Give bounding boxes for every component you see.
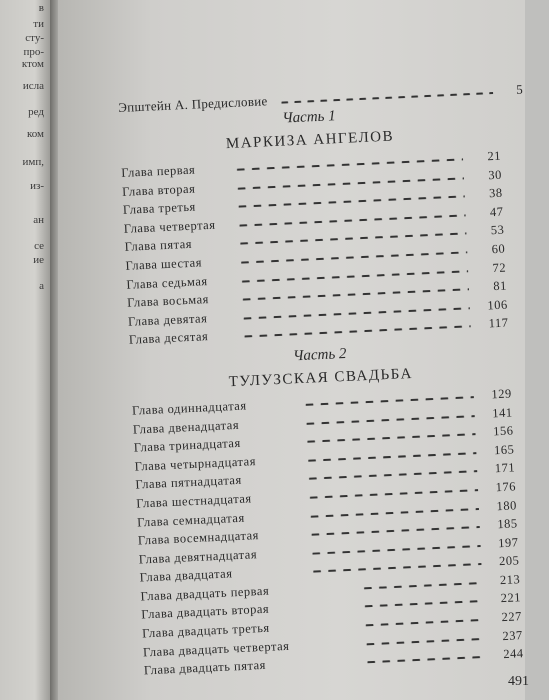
chapter-page-number: 227 [501, 609, 523, 625]
dot-leader [310, 563, 482, 573]
dot-leader [360, 582, 482, 590]
chapter-page-number: 53 [490, 222, 505, 238]
left-page-fragment: сту- [25, 32, 44, 44]
chapter-page-number: 38 [488, 185, 503, 201]
chapter-page-number: 185 [497, 516, 518, 532]
dot-leader [308, 526, 480, 536]
dot-leader [234, 177, 464, 189]
chapter-page-number: 176 [495, 479, 517, 495]
chapter-page-number: 81 [493, 278, 508, 294]
chapter-page-number: 237 [502, 627, 523, 643]
dot-leader [235, 196, 465, 208]
chapter-page-number: 156 [492, 423, 514, 439]
chapter-label: Глава пятнадцатая [135, 473, 242, 492]
chapter-page-number: 72 [492, 260, 507, 275]
chapter-label: Глава двадцать пятая [143, 658, 267, 678]
chapter-page-number: 106 [487, 297, 508, 313]
chapter-label: Глава седьмая [126, 273, 208, 292]
chapter-page-number: 117 [488, 315, 509, 331]
left-page-fragment: се [34, 240, 44, 252]
chapter-label: Глава вторая [121, 181, 196, 199]
left-page-edge [0, 0, 50, 700]
left-page-fragment: ие [33, 254, 44, 266]
chapter-label: Глава восемнадцатая [137, 528, 260, 548]
dot-leader [304, 433, 476, 443]
dot-leader [305, 470, 477, 480]
dot-leader [233, 158, 463, 170]
chapter-label: Глава двенадцатая [132, 417, 240, 437]
chapter-label: Глава первая [120, 162, 196, 180]
left-page-fragment: из- [30, 180, 44, 192]
chapter-label: Глава шестнадцатая [136, 491, 252, 511]
part-title: МАРКИЗА АНГЕЛОВ [225, 128, 395, 153]
chapter-label: Глава девятая [127, 310, 208, 329]
chapter-page-number: 30 [487, 167, 503, 182]
chapter-label: Глава шестая [125, 255, 203, 273]
dot-leader [241, 326, 471, 338]
part-title: ТУЛУЗСКАЯ СВАДЬБА [228, 365, 414, 391]
chapter-list [132, 386, 524, 682]
chapter-label: Глава третья [122, 199, 197, 218]
dot-leader [238, 270, 468, 282]
left-page-fragment: имп, [22, 156, 44, 168]
dot-leader [305, 452, 477, 462]
dot-leader [236, 214, 466, 226]
dot-leader [364, 656, 486, 664]
table-of-contents [118, 83, 524, 682]
chapter-page-number: 205 [498, 553, 520, 569]
dot-leader [240, 307, 470, 319]
chapter-label: Глава десятая [128, 329, 209, 348]
chapter-label: Глава двадцатая [139, 566, 233, 585]
book-gutter [50, 0, 58, 700]
dot-leader [278, 92, 493, 104]
dot-leader [239, 288, 469, 300]
left-page-fragment: ком [26, 128, 44, 140]
left-page-fragment: ти [33, 18, 44, 30]
chapter-label: Глава одиннадцатая [131, 398, 247, 418]
chapter-page-number: 60 [491, 241, 506, 257]
chapter-page-number: 47 [489, 204, 504, 220]
chapter-label: Глава восьмая [126, 292, 210, 310]
chapter-label: Глава тринадцатая [133, 435, 241, 455]
dot-leader [309, 545, 481, 555]
left-page-fragment: ред [28, 106, 44, 118]
chapter-page-number: 244 [502, 646, 524, 662]
chapter-label: Глава двадцать первая [140, 583, 270, 604]
dot-leader [303, 415, 475, 425]
dot-leader [361, 600, 483, 608]
dot-leader [362, 619, 484, 627]
chapter-label: Глава двадцать четвертая [142, 638, 290, 660]
left-page-fragment: ан [33, 214, 44, 226]
chapter-page-number: 141 [492, 404, 513, 420]
preface-label: Эпштейн А. Предисловие [118, 93, 268, 115]
page-number: 491 [508, 674, 529, 689]
toc-part-2 [130, 338, 524, 682]
chapter-label: Глава четвертая [123, 217, 216, 236]
dot-leader [306, 489, 478, 499]
chapter-label: Глава девятнадцатая [138, 546, 258, 567]
chapter-label: Глава четырнадцатая [134, 453, 257, 474]
chapter-label: Глава двадцать вторая [141, 602, 270, 622]
chapter-page-number: 165 [493, 442, 515, 458]
left-page-fragment: про- [23, 46, 44, 58]
dot-leader [363, 638, 485, 646]
chapter-label: Глава двадцать третья [141, 620, 270, 641]
dot-leader [307, 508, 479, 518]
chapter-list [121, 149, 509, 352]
part-heading: Часть 2 [292, 345, 347, 365]
chapter-page-number: 221 [500, 590, 522, 606]
chapter-label: Глава пятая [124, 237, 193, 255]
toc-part-1 [119, 101, 509, 352]
chapter-page-number: 171 [494, 460, 516, 476]
chapter-page-number: 180 [496, 497, 518, 513]
part-heading: Часть 1 [281, 108, 337, 127]
left-page-fragment: исла [22, 80, 44, 92]
dot-leader [237, 233, 467, 245]
dot-leader [302, 396, 474, 406]
left-page-fragment: а [39, 280, 44, 292]
chapter-label: Глава семнадцатая [136, 510, 245, 530]
left-page-fragment: ктом [21, 58, 44, 70]
book-page [58, 0, 529, 700]
dot-leader [237, 251, 467, 263]
chapter-page-number: 21 [487, 148, 502, 164]
chapter-page-number: 213 [499, 572, 521, 588]
chapter-page-number: 129 [491, 386, 513, 402]
chapter-page-number: 197 [497, 534, 519, 550]
left-page-fragment: в [38, 2, 44, 14]
preface-page-number: 5 [515, 81, 524, 97]
